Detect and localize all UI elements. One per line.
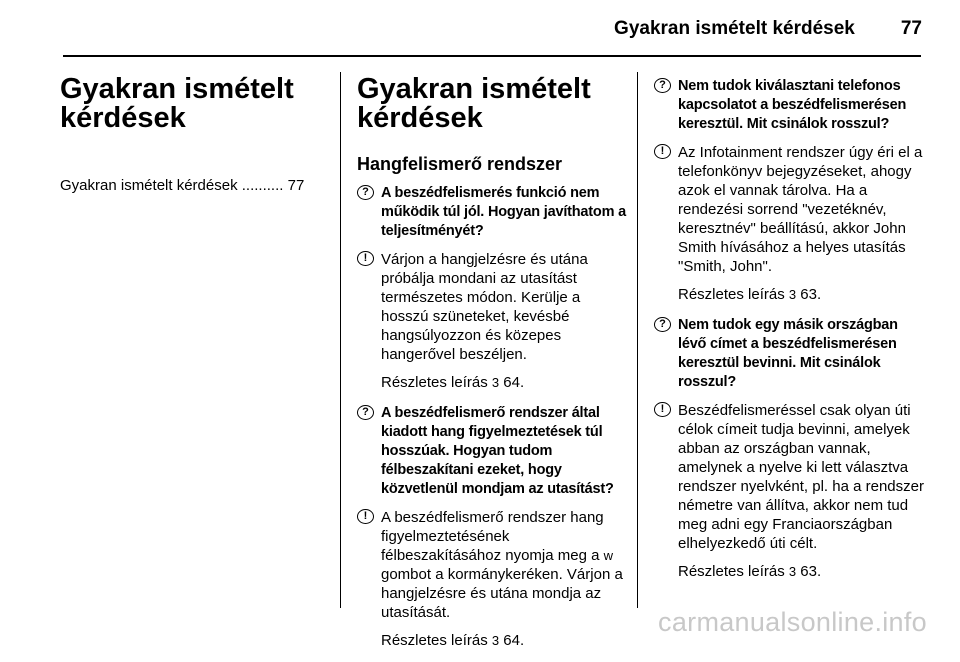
qa-question (654, 316, 928, 392)
detail-reference[interactable] (381, 631, 629, 650)
toc-entry-page: 77 (287, 177, 305, 194)
reference-label: Részletes leírás (678, 563, 785, 580)
question-text: Nem tudok kiválasztani telefonos kapcsolatot a beszédfelismerésen keresztül. Mit csinálok rosszul? (678, 78, 907, 132)
detail-reference[interactable] (678, 562, 928, 581)
toc-entry-label: Gyakran ismételt kérdések (60, 177, 238, 194)
exclamation-icon: ! (357, 251, 374, 266)
toc-entry-leader: .......... (241, 177, 284, 194)
answer-text-end: gombot a kormánykeréken. Várjon a hangjelzésre és utána mondja az utasítását. (381, 566, 623, 621)
running-head-title: Gyakran ismételt kérdések (614, 18, 855, 39)
question-text: Nem tudok egy másik országban lévő címet a beszédfelismerésen keresztül bevinni. Mit csinálok rosszul? (678, 317, 898, 390)
section-heading: Hangfelismerő rendszer (357, 154, 563, 174)
answer-text: Várjon a hangjelzésre és utána próbálja mondani az utasítást természetes módon. Kerülje a hosszú szüneteket, kevésbé hangsúlyozzon és közepes hangerővel beszéljen. (381, 251, 588, 363)
exclamation-icon: ! (654, 144, 671, 159)
detail-reference[interactable] (678, 285, 928, 304)
reference-arrow-icon: 3 (788, 564, 797, 579)
toc-entry[interactable] (60, 177, 328, 195)
question-mark-icon: ? (357, 185, 374, 200)
question-mark-icon: ? (654, 317, 671, 332)
reference-arrow-icon: 3 (491, 633, 500, 648)
reference-arrow-icon: 3 (788, 287, 797, 302)
running-head (614, 18, 922, 40)
reference-label: Részletes leírás (381, 374, 488, 391)
answer-text-start: A beszédfelismerő rendszer hang figyelmeztetésének félbeszakításához nyomja meg a (381, 509, 604, 564)
qa-question (357, 404, 629, 499)
exclamation-icon: ! (654, 402, 671, 417)
steering-voice-button-icon: w (603, 548, 614, 563)
content-column-right (654, 77, 928, 593)
page-number: 77 (900, 18, 922, 39)
reference-page: 64. (503, 374, 525, 391)
reference-page: 63. (800, 286, 822, 303)
reference-page: 64. (503, 632, 525, 649)
qa-answer (357, 508, 629, 622)
qa-answer (654, 401, 928, 553)
question-text: A beszédfelismerő rendszer által kiadott hang figyelmeztetések túl hosszúak. Hogyan tudom félbeszakítani ezeket, hogy közvetlenül mondjam az utasítást? (381, 405, 614, 497)
qa-question (654, 77, 928, 134)
content-column-middle (357, 75, 629, 662)
question-text: A beszédfelismerés funkció nem működik túl jól. Hogyan javíthatom a teljesítményét? (381, 185, 626, 239)
exclamation-icon: ! (357, 509, 374, 524)
answer-text (381, 508, 629, 622)
reference-label: Részletes leírás (678, 286, 785, 303)
question-mark-icon: ? (357, 405, 374, 420)
header-rule (63, 55, 921, 57)
answer-text: Beszédfelismeréssel csak olyan úti célok címeit tudja bevinni, amelyek abban az országban vannak, amelynek a nyelve ki lett választva rendszer nyelvként, pl. ha a rendszer németre van állítva, akkor nem tud meg adni egy Franciaországban elhelyezkedő úti célt. (678, 402, 924, 552)
watermark: carmanualsonline.info (658, 607, 927, 637)
qa-answer (654, 143, 928, 276)
reference-label: Részletes leírás (381, 632, 488, 649)
detail-reference[interactable] (381, 373, 629, 392)
reference-page: 63. (800, 563, 822, 580)
column-divider-left (340, 72, 341, 608)
toc-column (60, 75, 328, 195)
answer-text: Az Infotainment rendszer úgy éri el a telefonkönyv bejegyzéseket, ahogy azok el vannak tárolva. Ha a rendezési sorrend "vezetéknév, keresztnév" beállítású, akkor John Smith hívásához a helyes utasítás "Smith, John". (678, 144, 923, 275)
column-divider-right (637, 72, 638, 608)
reference-arrow-icon: 3 (491, 375, 500, 390)
question-mark-icon: ? (654, 78, 671, 93)
page-title: Gyakran ismételt kérdések (357, 73, 591, 134)
qa-question (357, 184, 629, 241)
qa-answer (357, 250, 629, 364)
toc-chapter-title: Gyakran ismételt kérdések (60, 73, 294, 134)
